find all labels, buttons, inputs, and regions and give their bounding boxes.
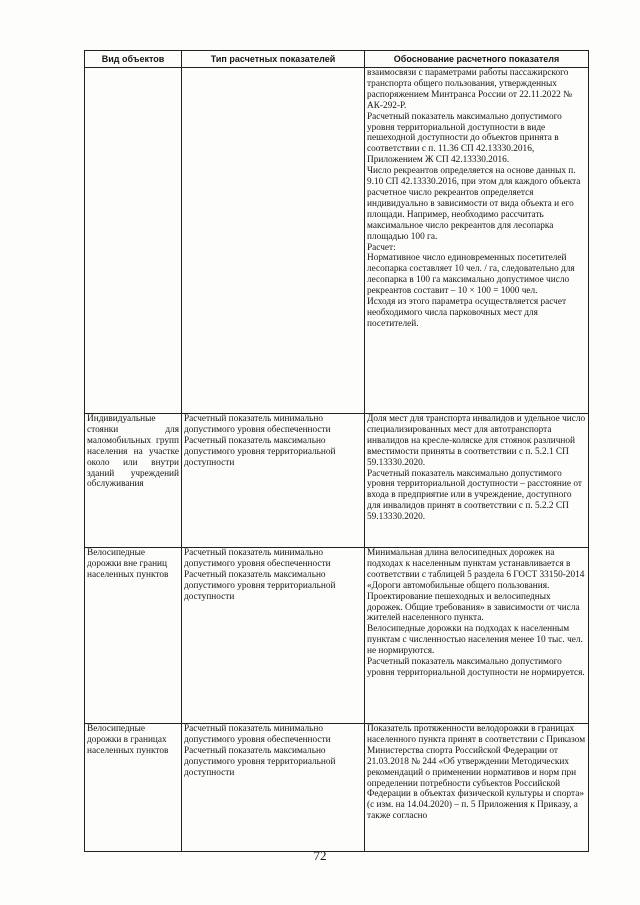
page-number: 72 [313,848,327,863]
justification-paragraph: Минимальная длина велосипедных дорожек на подходах к населенным пунктам устанавливается в соответствии с таблицей 5 раздела 6 ГОСТ 33150-2014 «Дороги автомобильные общего пользования. Проектирование пешеходных и велосипедных дорожек. Общие требования» в зависимости от числа жителей населенного пункта. [367,548,585,624]
table-header-row [85,51,589,68]
object-cell: Индивидуальные стоянки для маломобильных групп населения на участке около или внутри зданий учреждений обслуживания [85,414,182,548]
header-object-type: Вид объектов [85,51,182,68]
justification-paragraph: Расчетный показатель максимально допустимого уровня территориальной доступности не нормируется. [367,657,585,678]
object-cell: Велосипедные дорожки вне границ населенных пунктов [85,548,182,724]
justification-paragraph: Велосипедные дорожки на подходах к населенным пунктам с численностью населения менее 10 тыс. чел. не нормируются. [367,624,583,657]
indicator-type-cell [182,414,365,548]
indicator-type-cell [182,68,365,414]
justification-paragraph: Исходя из этого параметра осуществляется расчет необходимого числа парковочных мест для посетителей. [367,297,567,329]
justification-cell [365,414,589,548]
justification-cell [365,68,589,414]
header-justification: Обоснование расчетного показателя [365,51,589,68]
justification-paragraph: Расчетный показатель максимально допустимого уровня территориальной доступности – расстояние от входа в предприятие или в учреждение, доступного для инвалидов принят в соответствии с п. 5.2.2 СП 59.13330.2020. [367,468,582,523]
norms-table [84,50,589,852]
object-cell [85,68,182,414]
table-row [85,68,589,414]
table-row [85,724,589,852]
indicator-type-item: Расчетный показатель минимально допустимого уровня обеспеченности [184,724,331,745]
indicator-type-item: Расчетный показатель минимально допустимого уровня обеспеченности [184,548,331,569]
justification-paragraph: Доля мест для транспорта инвалидов и удельное число специализированных мест для автотранспорта инвалидов на кресле-коляске для стоянок различной вместимости приняты в соответствии с п. 5.2.1 СП 59.13330.2020. [367,414,586,468]
justification-cell [365,724,589,852]
header-indicator-type: Тип расчетных показателей [182,51,365,68]
indicator-type-item: Расчетный показатель максимально допустимого уровня территориальной доступности [184,745,336,778]
object-cell: Велосипедные дорожки в границах населенных пунктов [85,724,182,852]
table-row [85,548,589,724]
indicator-type-item: Расчетный показатель минимально допустимого уровня обеспеченности [184,414,331,435]
indicator-type-cell [182,724,365,852]
indicator-type-cell [182,548,365,724]
justification-paragraph: Число рекреантов определяется на основе данных п. 9.10 СП 42.13330.2016, при этом для каждого объекта расчетное число рекреантов определяется индивидуально в зависимости от вида объекта и его площади. Например, необходимо рассчитать максимальное число рекреантов для лесопарка площадью 100 га. [367,166,581,242]
justification-paragraph: Показатель протяженности велодорожки в границах населенного пункта принят в соответствии с Приказом Министерства спорта Российской Федерации от 21.03.2018 № 244 «Об утверждении Методических рекомендаций о применении нормативов и норм при определении потребности субъектов Российской Федерации в объектах физической культуры и спорта» (с изм. на 14.04.2020) – п. 5 Приложения к Приказу, а также согласно [367,724,586,822]
justification-paragraph: Нормативное число единовременных посетителей лесопарка составляет 10 чел. / га, следовательно для лесопарка в 100 га максимально допустимое число рекреантов составит – 10 × 100 = 1000 чел. [367,253,575,297]
indicator-type-item: Расчетный показатель максимально допустимого уровня территориальной доступности [184,569,336,602]
justification-paragraph: Расчет: [367,242,396,253]
indicator-type-item: Расчетный показатель максимально допустимого уровня территориальной доступности [184,435,336,468]
justification-paragraph: Расчетный показатель максимально допустимого уровня территориальной доступности в виде пешеходной доступности до объектов принята в соответствии с п. 11.36 СП 42.13330.2016, Приложением Ж СП 42.13330.2016. [367,111,562,166]
justification-paragraph: взаимосвязи с параметрами работы пассажирского транспорта общего пользования, утвержденных распоряжением Минтранса России от 22.11.2022 № АК-292-Р. [367,68,572,111]
table-row [85,414,589,548]
justification-cell [365,548,589,724]
